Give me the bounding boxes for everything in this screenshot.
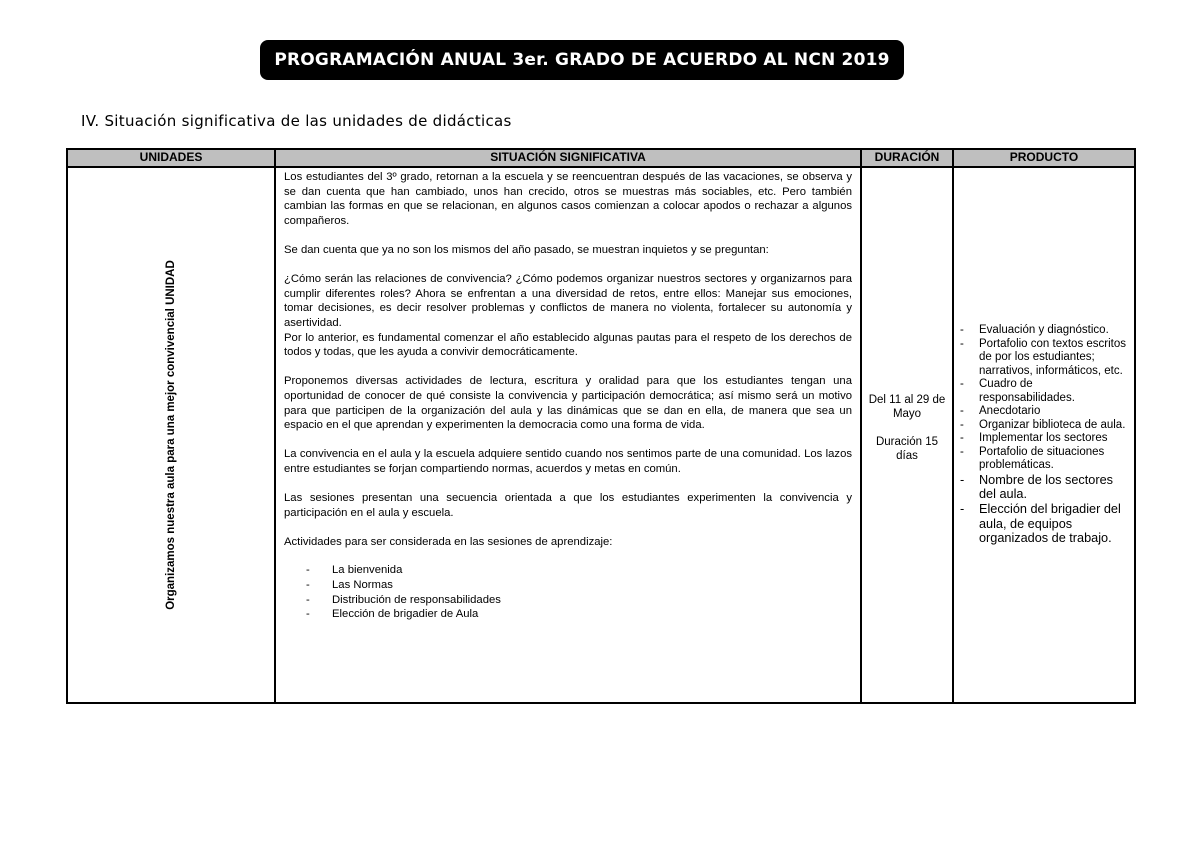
activities-list: [306, 563, 852, 621]
list-item: [960, 432, 1130, 446]
duracion-total: Duración 15 días: [875, 436, 938, 462]
activity-text: Las Normas: [332, 579, 393, 592]
dash-bullet: -: [306, 564, 310, 577]
units-table: [66, 148, 1136, 704]
list-item: [960, 446, 1130, 473]
dash-bullet: -: [960, 337, 964, 350]
dash-bullet: -: [960, 405, 964, 418]
header-duracion: DURACIÓN: [861, 149, 953, 167]
header-unidades: UNIDADES: [67, 149, 275, 167]
situacion-paragraph: ¿Cómo serán las relaciones de convivencia? ¿Cómo podemos organizar nuestros sectores y organizarnos para cumplir diferentes roles? Ahora se enfrentan a una diversidad de retos, entre ellos: Manejar sus emociones, tomar decisiones, es decir resolver problemas y conflictos de manera no violenta, fortalecer su autonomía y asertividad.: [284, 273, 852, 329]
producto-cell: [953, 167, 1135, 703]
producto-text: Portafolio de situaciones problemáticas.: [979, 445, 1105, 472]
dash-bullet: -: [960, 324, 964, 337]
section-heading: IV. Situación significativa de las unidades de didácticas: [81, 112, 512, 130]
duracion-fechas: Del 11 al 29 de Mayo: [868, 394, 946, 420]
list-item: [306, 607, 852, 622]
list-item: [960, 338, 1130, 379]
producto-text: Evaluación y diagnóstico.: [979, 324, 1109, 337]
activity-text: Elección de brigadier de Aula: [332, 608, 479, 621]
situacion-paragraph: Los estudiantes del 3º grado, retornan a la escuela y se reencuentran después de las vacaciones, se observa y se dan cuenta que han cambiado, unos han crecido, otros se muestras más sociables, etc. Pero también cambian las formas en que se relacionan, en algunos casos comienzan a colocar apodos o rechazar a algunos compañeros.: [284, 171, 852, 227]
document-title-text: PROGRAMACIÓN ANUAL 3er. GRADO DE ACUERDO AL NCN 2019: [274, 50, 890, 70]
dash-bullet: -: [960, 445, 964, 458]
situacion-paragraph: La convivencia en el aula y la escuela adquiere sentido cuando nos sentimos parte de una comunidad. Los lazos entre estudiantes se forjan compartiendo normas, acuerdos y metas en común.: [284, 448, 852, 475]
dash-bullet: -: [960, 432, 964, 445]
situacion-paragraph: Proponemos diversas actividades de lectura, escritura y oralidad para que los estudiantes tengan una oportunidad de conocer de qué consiste la convivencia y participación democrática; así mismo será un motivo para que participen de la organización del aula y las dinámicas que se dan en ella, de manera que sea un espacio en el que aprendan y experimenten la democracia como una forma de vida.: [284, 375, 852, 432]
dash-bullet: -: [306, 593, 310, 606]
producto-text: Organizar biblioteca de aula.: [979, 418, 1126, 431]
duracion-cell: [861, 167, 953, 703]
list-item: [960, 473, 1130, 502]
dash-bullet: -: [960, 472, 965, 487]
list-item: [306, 563, 852, 578]
list-item: [960, 378, 1130, 405]
producto-text: Elección del brigadier del aula, de equipos organizados de trabajo.: [979, 501, 1121, 546]
unidad-name: Organizamos nuestra aula para una mejor convivencial UNIDAD: [165, 260, 177, 610]
unidad-cell: [67, 167, 275, 703]
list-item: [306, 578, 852, 593]
dash-bullet: -: [960, 378, 964, 391]
producto-list: [960, 324, 1130, 545]
producto-text: Portafolio con textos escritos de por los estudiantes; narrativos, informáticos, etc.: [979, 337, 1127, 377]
dash-bullet: -: [306, 579, 310, 592]
table-row: [67, 167, 1135, 703]
header-situacion: SITUACIÓN SIGNIFICATIVA: [275, 149, 861, 167]
situacion-paragraph: Se dan cuenta que ya no son los mismos del año pasado, se muestran inquietos y se preguntan:: [284, 243, 769, 256]
header-producto: PRODUCTO: [953, 149, 1135, 167]
list-item: [960, 405, 1130, 419]
producto-text: Implementar los sectores: [979, 432, 1108, 445]
producto-text: Nombre de los sectores del aula.: [979, 472, 1113, 502]
situacion-paragraph: Las sesiones presentan una secuencia orientada a que los estudiantes experimenten la convivencia y participación en el aula y escuela.: [284, 492, 852, 519]
situacion-paragraph: Actividades para ser considerada en las sesiones de aprendizaje:: [284, 535, 613, 548]
table-header-row: [67, 149, 1135, 167]
activity-text: Distribución de responsabilidades: [332, 593, 501, 606]
dash-bullet: -: [960, 418, 964, 431]
situacion-paragraph: Por lo anterior, es fundamental comenzar el año establecido algunas pautas para el respeto de los derechos de todos y todas, que les ayuda a convivir democráticamente.: [284, 331, 852, 359]
list-item: [306, 593, 852, 608]
list-item: [960, 419, 1130, 433]
list-item: [960, 324, 1130, 338]
situacion-cell: [275, 167, 861, 703]
dash-bullet: -: [960, 501, 965, 516]
list-item: [960, 502, 1130, 546]
producto-text: Cuadro de responsabilidades.: [979, 378, 1075, 404]
dash-bullet: -: [306, 608, 310, 621]
producto-text: Anecdotario: [979, 405, 1041, 418]
activity-text: La bienvenida: [332, 564, 403, 577]
document-title: [260, 40, 904, 80]
